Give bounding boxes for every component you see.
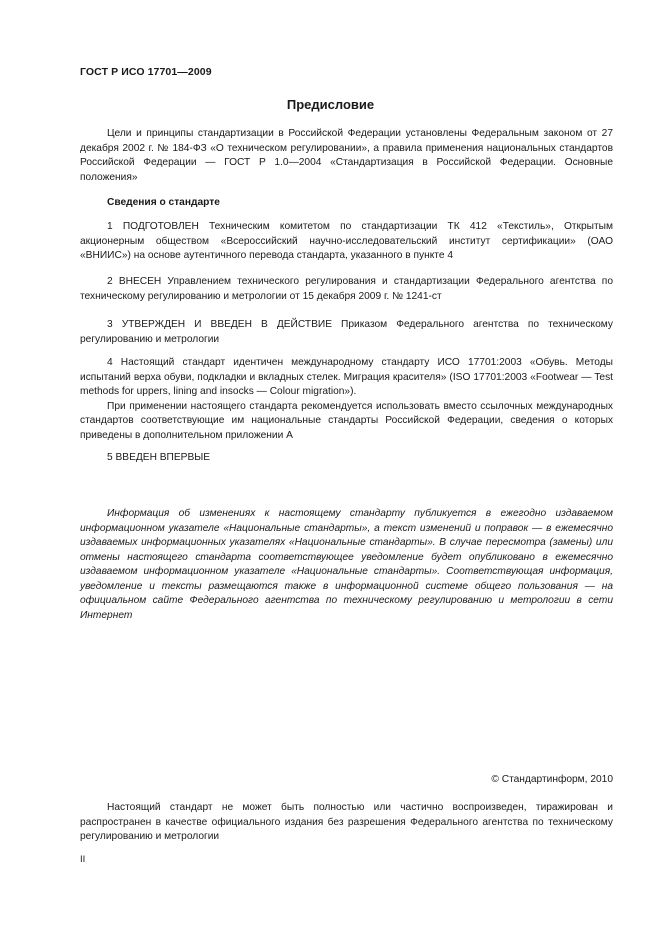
intro-paragraph	[80, 127, 613, 185]
reproduction-notice	[80, 801, 613, 845]
intro-text: Цели и принципы стандартизации в Российской Федерации установлены Федеральным законом от 27 декабря 2002 г. № 184-ФЗ «О техническом регулировании», а правила применения национальных стандартов Российской Федерации — ГОСТ Р 1.0—2004 «Стандартизация в Российской Федерации. Основные положения»	[80, 128, 613, 183]
reproduction-notice-text: Настоящий стандарт не может быть полностью или частично воспроизведен, тиражирован и распространен в качестве официального издания без разрешения Федерального агентства по техническому регулированию и метрологии	[80, 802, 613, 842]
item-3	[80, 318, 613, 347]
item-1-text: 1 ПОДГОТОВЛЕН Техническим комитетом по стандартизации ТК 412 «Текстиль», Открытым акционерным обществом «Всероссийский научно-исследовательский институт сертификации» (ОАО «ВНИИС») на основе аутентичного перевода стандарта, указанного в пункте 4	[80, 221, 613, 261]
item-5	[80, 451, 613, 466]
item-5-text: 5 ВВЕДЕН ВПЕРВЫЕ	[107, 452, 211, 463]
item-2	[80, 275, 613, 304]
item-4-note: При применении настоящего стандарта рекомендуется использовать вместо ссылочных международных стандартов соответствующие им национальные стандарты Российской Федерации, сведения о которых приведены в дополнительном приложении А	[80, 400, 613, 441]
info-notice	[80, 507, 613, 623]
page-title: Предисловие	[286, 97, 375, 112]
section-subtitle: Сведения о стандарте	[107, 197, 220, 208]
item-2-text: 2 ВНЕСЕН Управлением технического регулирования и стандартизации Федерального агентства по техническому регулированию и метрологии от 15 декабря 2009 г. № 1241-ст	[80, 276, 613, 302]
item-1	[80, 220, 613, 264]
item-4-text: 4 Настоящий стандарт идентичен международному стандарту ИСО 17701:2003 «Обувь. Методы испытаний верха обуви, подкладки и вкладных стелек. Миграция красителя» (ISO 17701:2003 «Footwear — Test methods for uppers, lining and insocks — Colour migration»).	[80, 357, 613, 397]
item-4	[80, 356, 613, 443]
document-header: ГОСТ Р ИСО 17701—2009	[80, 66, 212, 78]
info-notice-text: Информация об изменениях к настоящему стандарту публикуется в ежегодно издаваемом информационном указателе «Национальные стандарты», а текст изменений и поправок — в ежемесячно издаваемых информационных указателях «Национальные стандарты». В случае пересмотра (замены) или отмены настоящего стандарта соответствующее уведомление будет опубликовано в ежемесячно издаваемом информационном указателе «Национальные стандарты». Соответствующая информация, уведомление и тексты размещаются также в информационной системе общего пользования — на официальном сайте Федерального агентства по техническому регулированию и метрологии в сети Интернет	[80, 508, 613, 621]
item-3-text: 3 УТВЕРЖДЕН И ВВЕДЕН В ДЕЙСТВИЕ Приказом Федерального агентства по техническому регулированию и метрологии	[80, 319, 613, 345]
copyright: © Стандартинформ, 2010	[491, 774, 613, 785]
page-number: II	[80, 854, 86, 865]
